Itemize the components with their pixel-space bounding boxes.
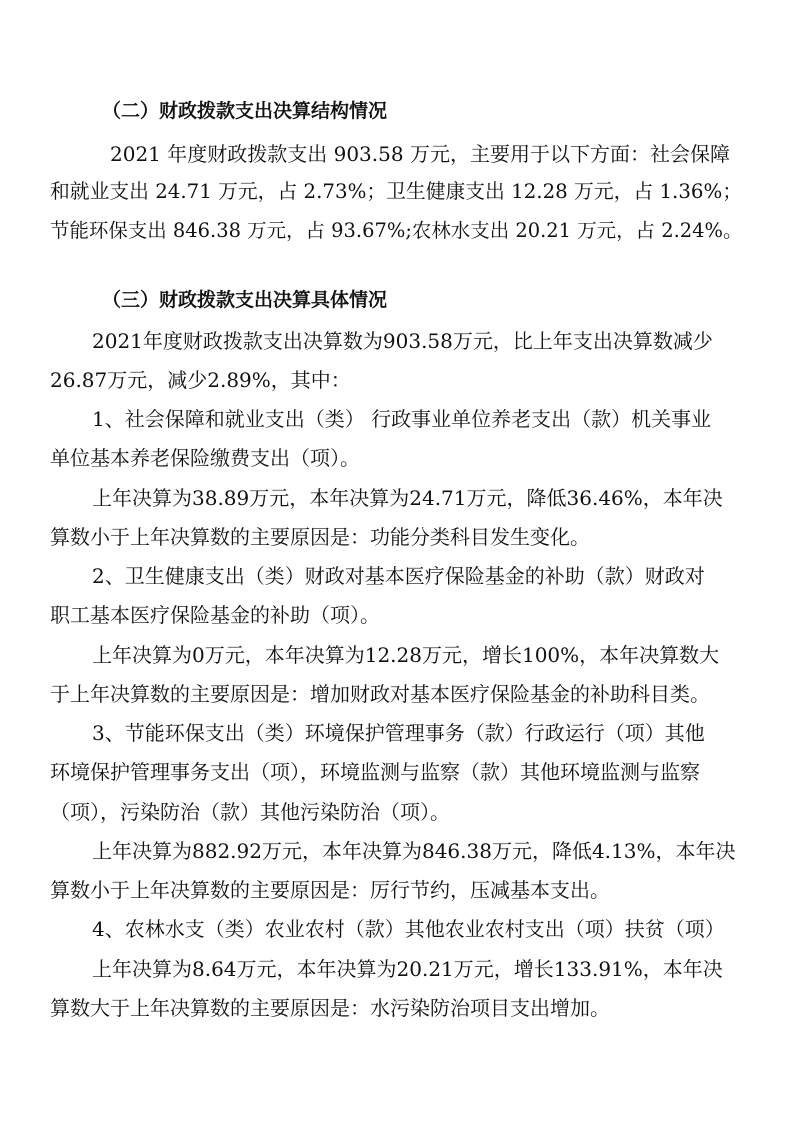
item-1-title: 1、社会保障和就业支出（类） 行政事业单位养老支出（款）机关事业 xyxy=(92,407,712,431)
item-4-detail: 算数大于上年决算数的主要原因是：水污染防治项目支出增加。 xyxy=(50,996,610,1020)
paragraph-line: 和就业支出 24.71 万元，占 2.73%；卫生健康支出 12.28 万元，占 1.36%； xyxy=(50,180,743,203)
section-2-heading: （二）财政拨款支出决算结构情况 xyxy=(102,100,388,122)
item-1-detail: 算数小于上年决算数的主要原因是：功能分类科目发生变化。 xyxy=(50,525,590,549)
item-2-title: 2、卫生健康支出（类）财政对基本医疗保险基金的补助（款）财政对 xyxy=(92,564,705,588)
item-3-title: 3、节能环保支出（类）环境保护管理事务（款）行政运行（项）其他 xyxy=(92,721,705,745)
paragraph-line: 2021年度财政拨款支出决算数为903.58万元，比上年支出决算数减少 xyxy=(92,329,713,353)
item-2-title: 职工基本医疗保险基金的补助（项）。 xyxy=(50,603,380,627)
item-3-detail: 算数小于上年决算数的主要原因是：厉行节约，压减基本支出。 xyxy=(50,878,610,902)
paragraph-line: 节能环保支出 846.38 万元，占 93.67%;农林水支出 20.21 万元，占 2.24%。 xyxy=(50,219,743,242)
item-2-detail: 上年决算为0万元，本年决算为12.28万元，增长100%，本年决算数大 xyxy=(92,643,720,667)
item-1-detail: 上年决算为38.89万元，本年决算为24.71万元，降低36.46%，本年决 xyxy=(92,486,723,510)
item-4-title: 4、农林水支（类）农业农村（款）其他农业农村支出（项）扶贫（项） xyxy=(92,917,725,941)
section-3-heading: （三）财政拨款支出决算具体情况 xyxy=(102,289,388,311)
item-3-detail: 上年决算为882.92万元，本年决算为846.38万元，降低4.13%，本年决 xyxy=(92,839,736,863)
paragraph-line: 2021 年度财政拨款支出 903.58 万元，主要用于以下方面：社会保障 xyxy=(110,142,730,166)
item-3-title: 环境保护管理事务支出（项），环境监测与监察（款）其他环境监测与监察 xyxy=(50,760,700,784)
item-2-detail: 于上年决算数的主要原因是：增加财政对基本医疗保险基金的补助科目类。 xyxy=(50,682,710,706)
item-3-title: （项），污染防治（款）其他污染防治（项）。 xyxy=(50,800,450,824)
item-1-title: 单位基本养老保险缴费支出（项）。 xyxy=(50,446,360,470)
item-4-detail: 上年决算为8.64万元，本年决算为20.21万元，增长133.91%，本年决 xyxy=(92,957,723,981)
paragraph-line: 26.87万元，减少2.89%，其中： xyxy=(50,368,351,392)
